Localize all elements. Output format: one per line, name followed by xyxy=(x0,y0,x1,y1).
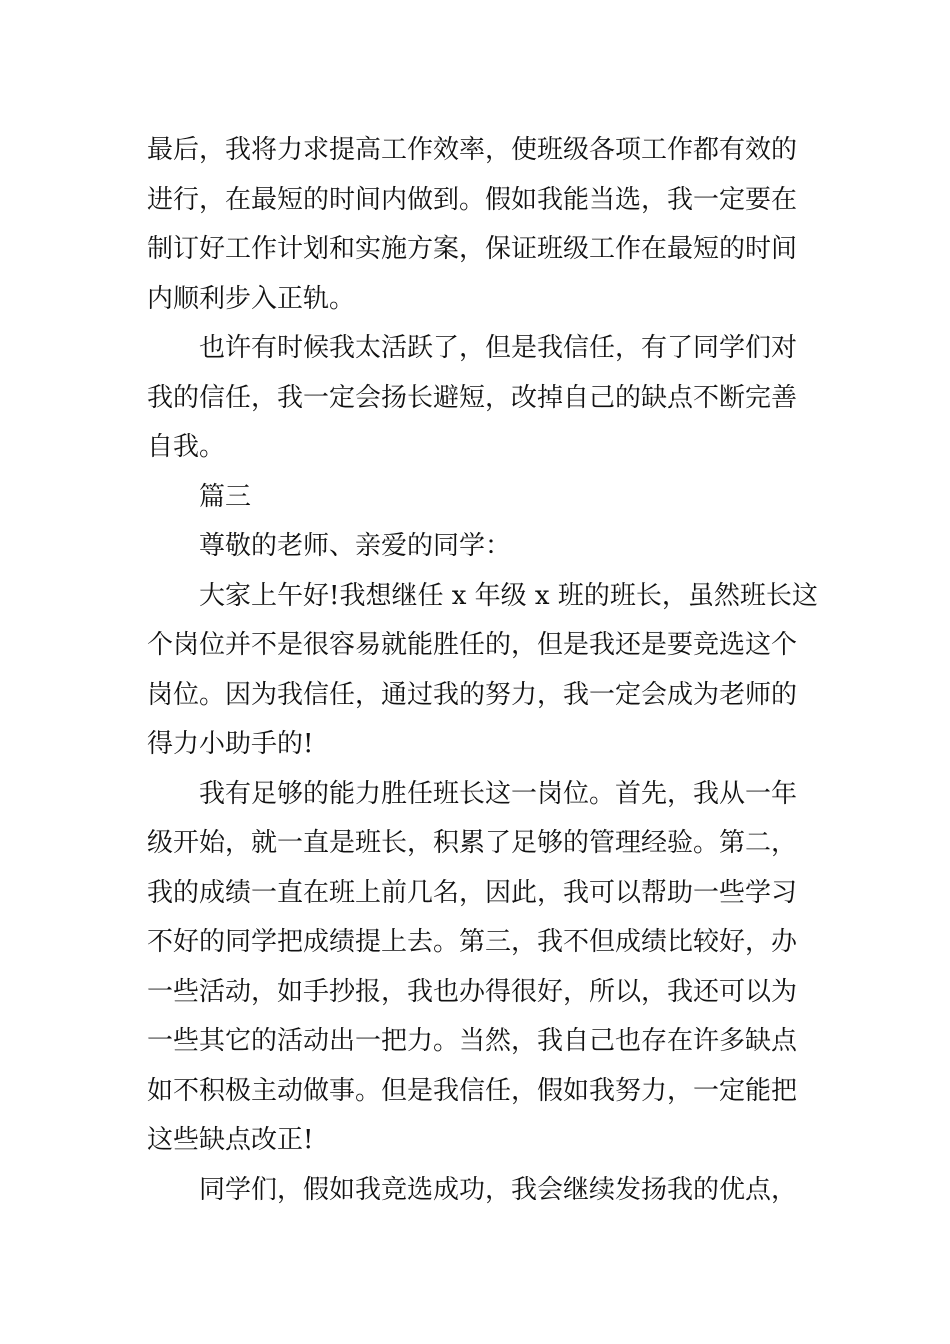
text-line: 最后，我将力求提高工作效率，使班级各项工作都有效的 xyxy=(147,135,798,165)
document-body xyxy=(147,126,818,1215)
text-line: 大家上午好!我想继任 x 年级 x 班的班长，虽然班长这 xyxy=(199,580,818,611)
text-line: 同学们，假如我竞选成功，我会继续发扬我的优点， xyxy=(199,1174,798,1205)
text-line: 自我。 xyxy=(147,432,226,462)
text-line: 不好的同学把成绩提上去。第三，我不但成绩比较好，办 xyxy=(147,927,798,957)
text-line: 内顺利步入正轨。 xyxy=(147,283,356,314)
text-line: 岗位。因为我信任，通过我的努力，我一定会成为老师的 xyxy=(147,679,798,710)
text-line: 也许有时候我太活跃了，但是我信任，有了同学们对 xyxy=(199,333,798,363)
text-line: 一些活动，如手抄报，我也办得很好，所以，我还可以为 xyxy=(147,976,798,1007)
text-line: 进行，在最短的时间内做到。假如我能当选，我一定要在 xyxy=(147,184,798,215)
text-line: 得力小助手的! xyxy=(147,729,314,759)
text-line: 这些缺点改正! xyxy=(147,1125,314,1155)
salutation: 尊敬的老师、亲爱的同学： xyxy=(199,531,512,561)
text-line: 我有足够的能力胜任班长这一岗位。首先，我从一年 xyxy=(199,778,798,809)
text-line: 如不积极主动做事。但是我信任，假如我努力，一定能把 xyxy=(147,1075,798,1106)
text-line: 个岗位并不是很容易就能胜任的，但是我还是要竞选这个 xyxy=(147,630,798,660)
text-line: 一些其它的活动出一把力。当然，我自己也存在许多缺点 xyxy=(147,1026,798,1056)
section-heading: 篇三 xyxy=(199,481,252,512)
text-line: 级开始，就一直是班长，积累了足够的管理经验。第二， xyxy=(147,828,798,858)
text-line: 我的信任，我一定会扬长避短，改掉自己的缺点不断完善 xyxy=(147,382,798,413)
text-line: 我的成绩一直在班上前几名，因此，我可以帮助一些学习 xyxy=(147,877,798,908)
text-line: 制订好工作计划和实施方案，保证班级工作在最短的时间 xyxy=(147,234,798,264)
